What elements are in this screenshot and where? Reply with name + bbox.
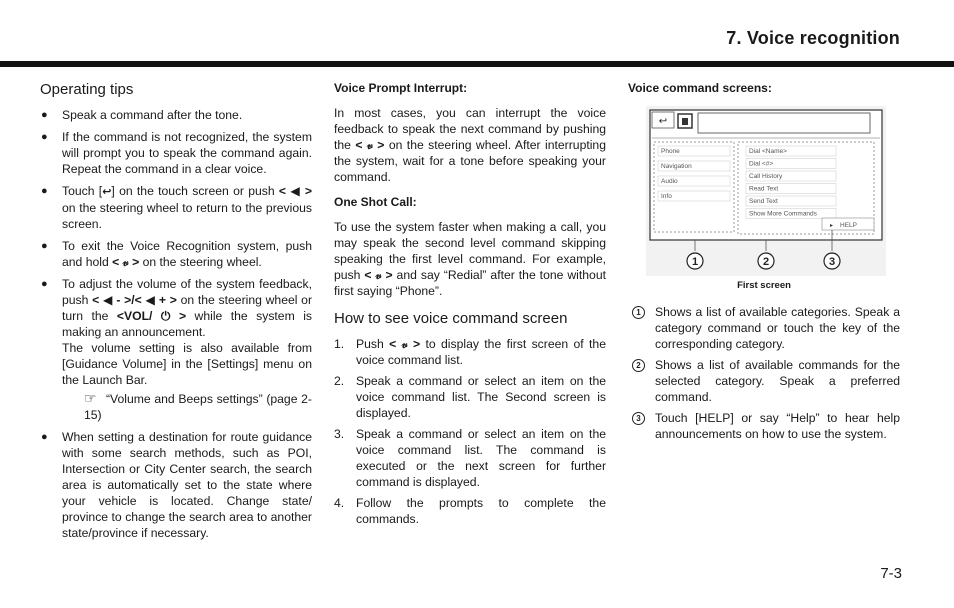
vol-knob-label: <VOL/ ⏻ >: [116, 309, 187, 323]
list-item: 2 Shows a list of available commands for the selected category. Speak a preferred command.: [628, 357, 900, 405]
voice-prompt-interrupt-heading: Voice Prompt Interrupt:: [334, 81, 468, 95]
list-item: 4. Follow the prompts to complete the commands.: [334, 496, 606, 526]
list-item: ● When setting a destination for route guidance with some search methods, such as POI, Intersection or City Center search, the search area is automatically set to the state where your vehicle is located. Change state/ province to change the search area to another state/province if necessary.: [41, 430, 312, 540]
list-item: 2. Speak a command or select an item on the voice command list. The Second screen is displayed.: [334, 374, 606, 420]
screen-category-label: Phone: [661, 148, 680, 155]
talk-button-label: < 𝓋 >: [112, 255, 140, 269]
one-shot-call-heading: One Shot Call:: [334, 195, 417, 209]
bullet-icon: ●: [41, 431, 48, 443]
screen-illustration: [646, 106, 886, 276]
talk-button-label: < 𝓋 >: [355, 138, 385, 152]
volume-button-label: < ◀ - >/< ◀ + >: [92, 293, 177, 307]
section-title: 7. Voice recognition: [726, 28, 900, 48]
callout-number: 3: [632, 412, 645, 425]
voice-command-screens-heading: Voice command screens:: [628, 81, 772, 95]
svg-text:↩: ↩: [658, 116, 668, 127]
list-item: ● Speak a command after the tone.: [41, 108, 243, 122]
interrupt-paragraph: In most cases, you can interrupt the voice feedback to speak the next command by pushing the < 𝓋 > on the steering wheel. After interrupting the system, wait for a tone before speaking your command.: [334, 106, 606, 184]
screen-caption: First screen: [737, 280, 791, 291]
screen-command-label: Dial <#>: [749, 160, 774, 168]
screen-command-label: Read Text: [749, 185, 779, 193]
steps-list: [334, 336, 606, 527]
column-operating-tips: [40, 80, 312, 547]
column-screens: [628, 80, 900, 447]
first-screen-image: [646, 106, 886, 276]
operating-tips-heading: Operating tips: [40, 81, 134, 98]
list-item: ● If the command is not recognized, the system will prompt you to speak the command again. Repeat the command in a clear voice.: [41, 130, 312, 176]
one-shot-paragraph: To use the system faster when making a call, you may speak the second level command skipping speaking the first level command. For example, push < 𝓋 > and say “Redial” after the tone without first saying “Phone”.: [334, 220, 606, 298]
list-item: 1 Shows a list of available categories. Speak a category command or touch the key of the corresponding category.: [628, 304, 900, 352]
bullet-icon: ●: [41, 240, 48, 252]
volume-note: The volume setting is also available from [Guidance Volume] in the [Settings] menu on the Launch Bar.: [62, 341, 312, 387]
screen-command-label: Call History: [749, 173, 783, 180]
svg-text:2: 2: [762, 256, 770, 268]
list-item: ● Touch [↩] on the touch screen or push < ◀ > on the steering wheel to return to the previous screen.: [41, 184, 312, 231]
list-item: ● To adjust the volume of the system feedback, push < ◀ - >/< ◀ + > on the steering wheel or turn the <VOL/ ⏻ > while the system is making an announcement. The volume setting is also available from [Guidance Volume] in the [Settings] menu on the Launch Bar. ☞ “Volume and Beeps settings” (page 2-15): [41, 277, 313, 422]
svg-text:1: 1: [691, 256, 699, 268]
page-number: 7-3: [880, 565, 902, 582]
screen-category-label: Audio: [661, 178, 678, 185]
column-commands: [334, 80, 606, 532]
screen-command-label: Dial <Name>: [749, 148, 787, 155]
reference-icon: ☞: [84, 390, 97, 406]
list-item: 3. Speak a command or select an item on the voice command list. The command is executed or the next screen for further command is displayed.: [334, 427, 606, 489]
talk-button-label: < 𝓋 >: [364, 268, 393, 282]
bullet-icon: ●: [41, 131, 48, 143]
list-item: 1. Push < 𝓋 > to display the first screen of the voice command list.: [334, 337, 606, 367]
header-rule: [0, 61, 954, 67]
screen-category-label: Navigation: [661, 163, 692, 170]
bullet-icon: ●: [41, 278, 48, 290]
callout-number: 2: [632, 359, 645, 372]
screen-help-label: HELP: [840, 222, 857, 229]
list-item: 3 Touch [HELP] or say “Help” to hear help announcements on how to use the system.: [628, 410, 900, 442]
back-icon: ↩: [102, 186, 112, 198]
talk-button-label: < 𝓋 >: [389, 337, 421, 351]
svg-text:3: 3: [828, 256, 836, 268]
callout-list: [628, 304, 900, 442]
steering-back-button-label: < ◀ >: [278, 184, 312, 198]
how-to-heading: How to see voice command screen: [334, 310, 568, 327]
screen-command-label: Show More Commands: [749, 210, 817, 218]
bullet-icon: ●: [41, 109, 48, 121]
bullet-icon: ●: [41, 185, 48, 197]
callout-number: 1: [632, 306, 645, 319]
screen-command-label: Send Text: [749, 198, 778, 205]
svg-text:▸: ▸: [830, 222, 834, 229]
list-item: ● To exit the Voice Recognition system, push and hold < 𝓋 > on the steering wheel.: [41, 239, 312, 269]
screen-category-label: Info: [661, 193, 672, 200]
cross-reference: ☞ “Volume and Beeps settings” (page 2-15): [84, 390, 312, 422]
tips-list: [40, 107, 312, 541]
